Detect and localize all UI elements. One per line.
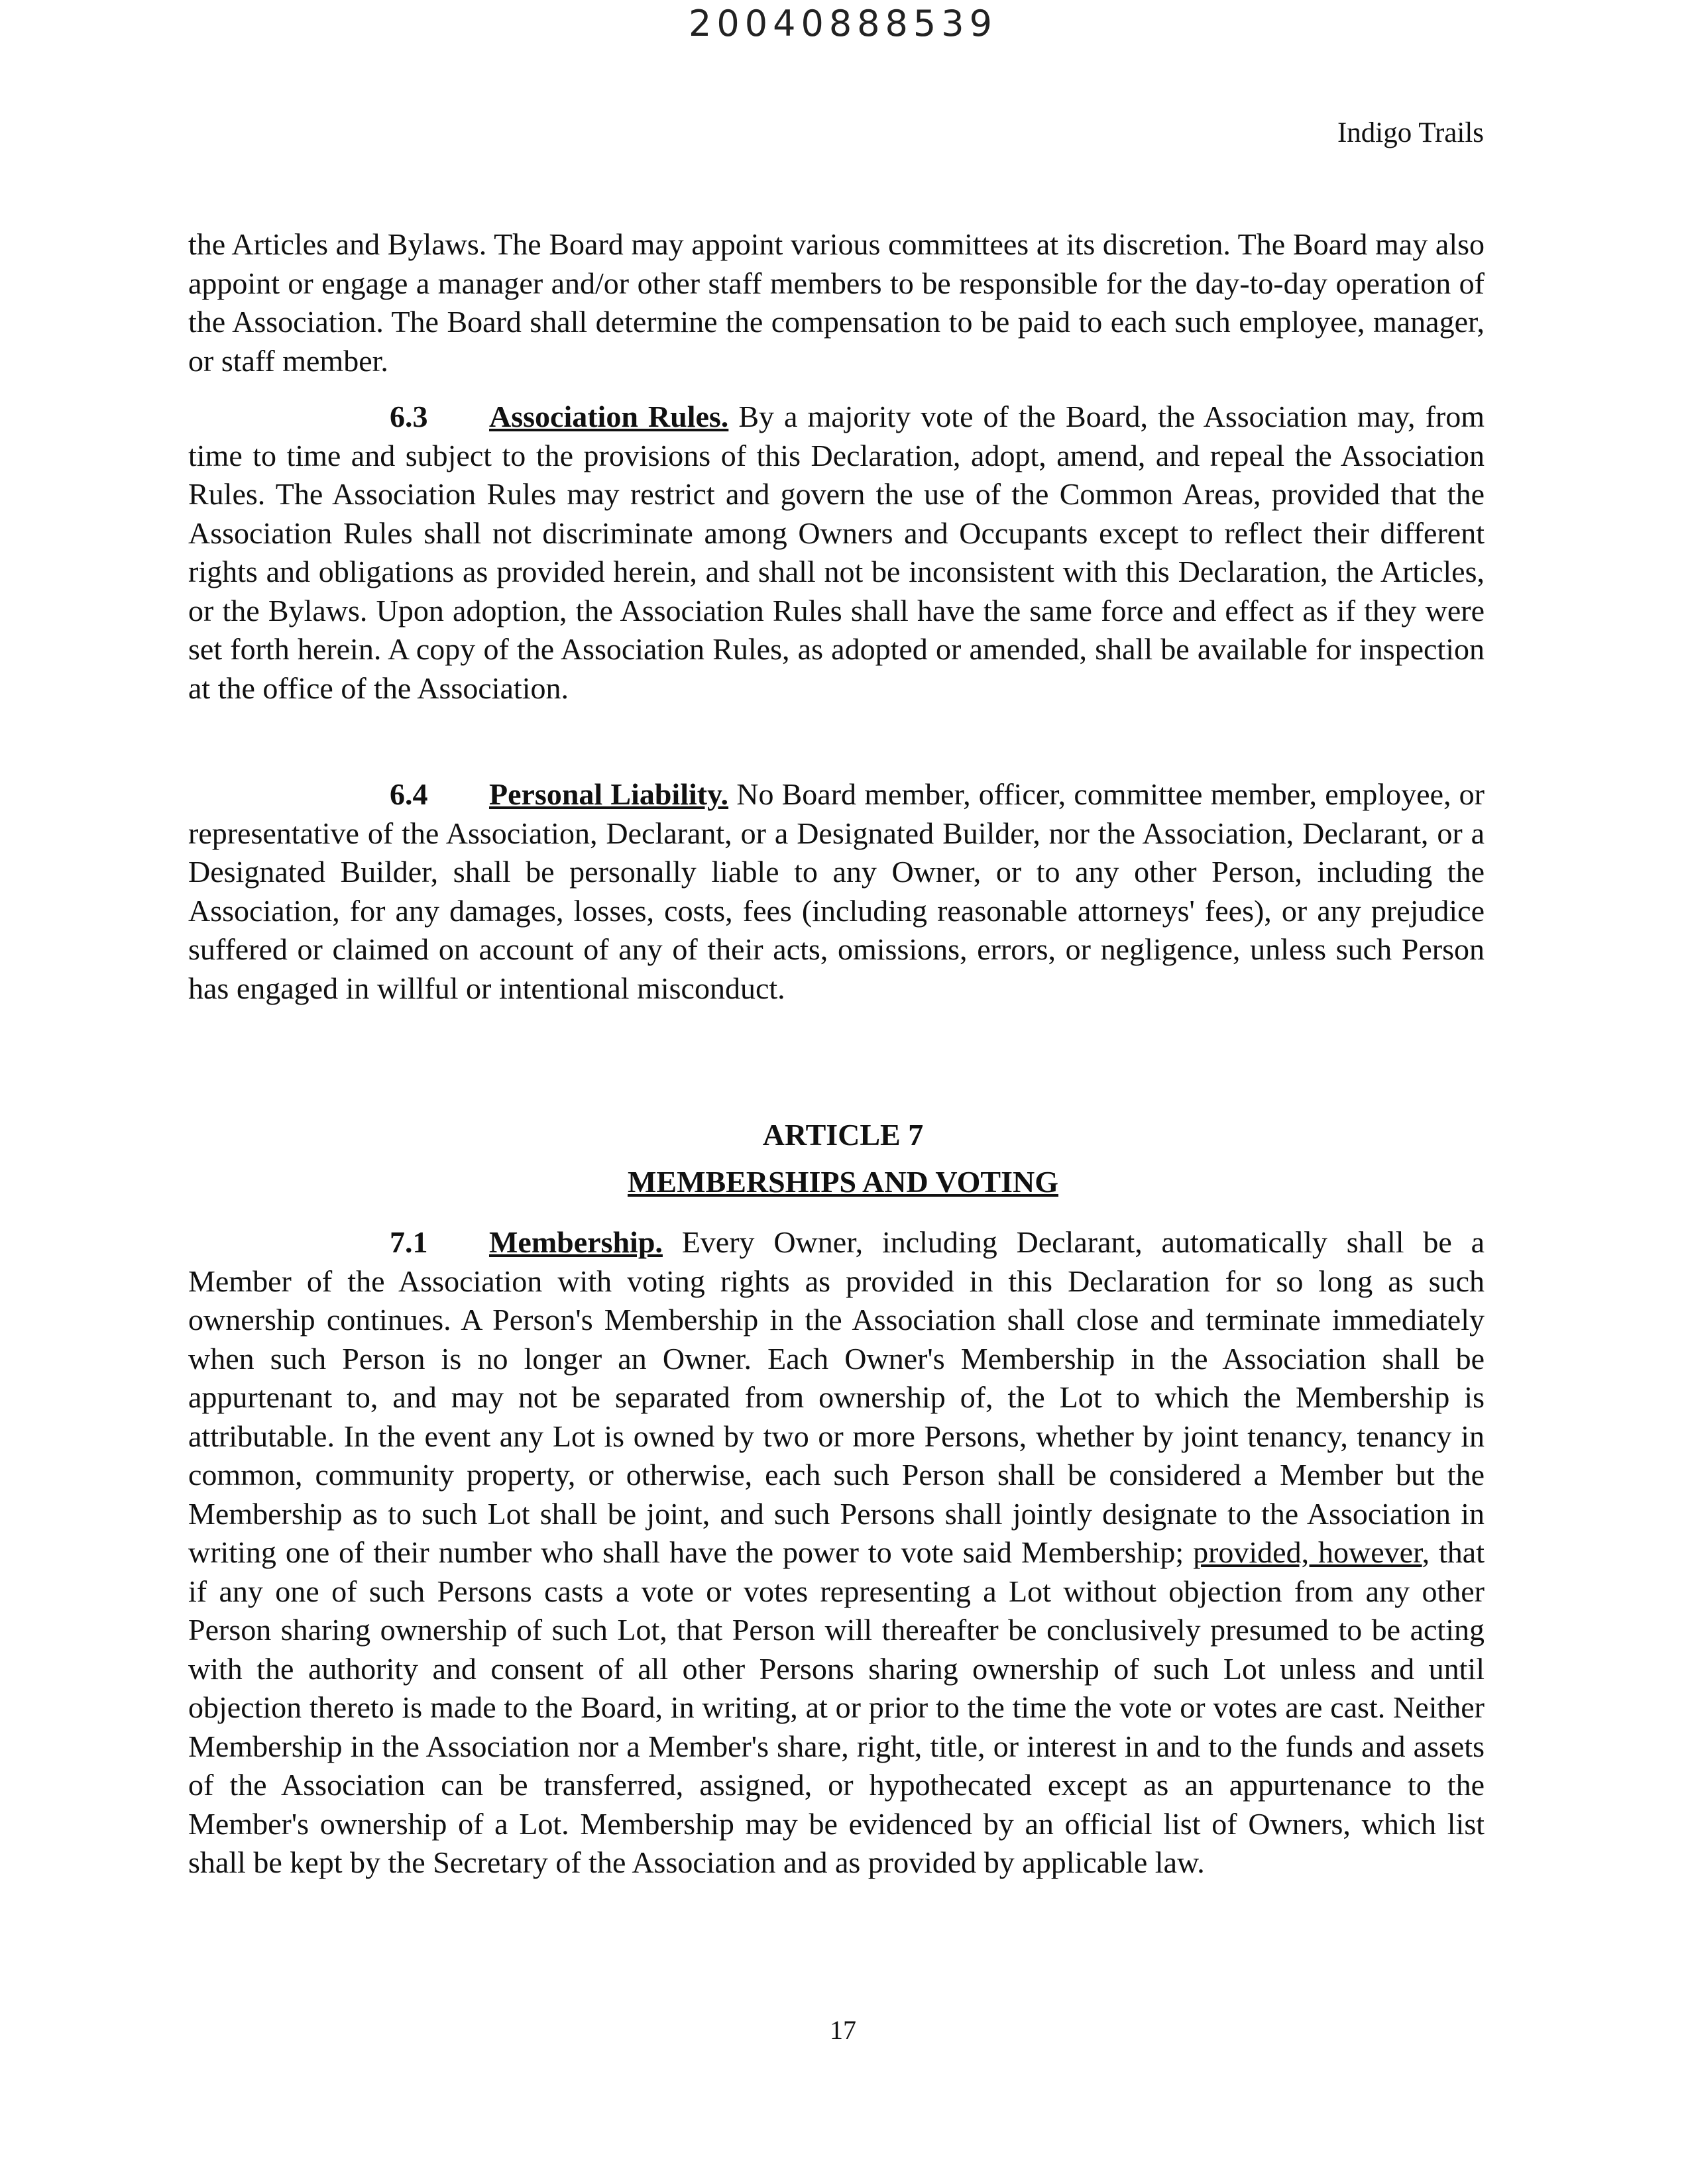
section-6-4-text: No Board member, officer, committee member, employee, or representative of the Association, Declarant, or a Designated Builder, nor the Association, Declarant, or a Designated Builder, shall be personally liable to any Owner, or to any other Person, including the Association, for any damages, losses, costs, fees (including reasonable attorneys' fees), or any prejudice suffered or claimed on account of any of their acts, omissions, errors, or negligence, unless such Person has engaged in willful or intentional misconduct. [188,777,1485,1005]
section-6-4-title: Personal Liability. [489,777,729,811]
section-7-1-number: 7.1 [390,1225,428,1259]
section-7-1-emphasis: provided, however [1193,1535,1422,1569]
section-6-4-number: 6.4 [390,777,428,811]
section-6-3-title: Association Rules. [489,400,729,433]
running-header: Indigo Trails [1337,117,1484,148]
section-7-1 [188,1223,1485,1883]
article-7-label: ARTICLE 7 [762,1118,924,1152]
section-6-3-number: 6.3 [390,400,428,433]
section-7-1-text-a: Every Owner, including Declarant, automatically shall be a Member of the Association with voting rights as provided in this Declaration for so long as such ownership continues. A Person's Membership in the Association shall close and terminate immediately when such Person is no longer an Owner. Each Owner's Membership in the Association shall be appurtenant to, and may not be separated from ownership of, the Lot to which the Membership is attributable. In the event any Lot is owned by two or more Persons, whether by joint tenancy, tenancy in common, community property, or otherwise, each such Person shall be considered a Member but the Membership as to such Lot shall be joint, and such Persons shall jointly designate to the Association in writing one of their number who shall have the power to vote said Membership; [188,1225,1485,1569]
section-6-4 [188,775,1485,1008]
page-number: 17 [830,2015,856,2045]
document-number: 20040888539 [689,3,997,44]
section-7-1-text-b: , that if any one of such Persons casts a vote or votes representing a Lot without objection from any other Person sharing ownership of such Lot, that Person will thereafter be conclusively presumed to be acting with the authority and consent of all other Persons sharing ownership of such Lot unless and until objection thereto is made to the Board, in writing, at or prior to the time the vote or votes are cast. Neither Membership in the Association nor a Member's share, right, title, or interest in and to the funds and assets of the Association can be transferred, assigned, or hypothecated except as an appurtenance to the Member's ownership of a Lot. Membership may be evidenced by an official list of Owners, which list shall be kept by the Secretary of the Association and as provided by applicable law. [188,1535,1485,1879]
paragraph-intro [188,225,1485,380]
section-6-3 [188,398,1485,708]
section-6-3-text: By a majority vote of the Board, the Association may, from time to time and subject to the provisions of this Declaration, adopt, amend, and repeal the Association Rules. The Association Rules may restrict and govern the use of the Common Areas, provided that the Association Rules shall not discriminate among Owners and Occupants except to reflect their different rights and obligations as provided herein, and shall not be inconsistent with this Declaration, the Articles, or the Bylaws. Upon adoption, the Association Rules shall have the same force and effect as if they were set forth herein. A copy of the Association Rules, as adopted or amended, shall be available for inspection at the office of the Association. [188,400,1485,705]
section-7-1-title: Membership. [489,1225,663,1259]
article-7-title: MEMBERSHIPS AND VOTING [628,1165,1058,1199]
paragraph-intro-text: the Articles and Bylaws. The Board may appoint various committees at its discretion. The Board may also appoint or engage a manager and/or other staff members to be responsible for the day-to-day operation of the Association. The Board shall determine the compensation to be paid to each such employee, manager, or staff member. [188,227,1485,378]
